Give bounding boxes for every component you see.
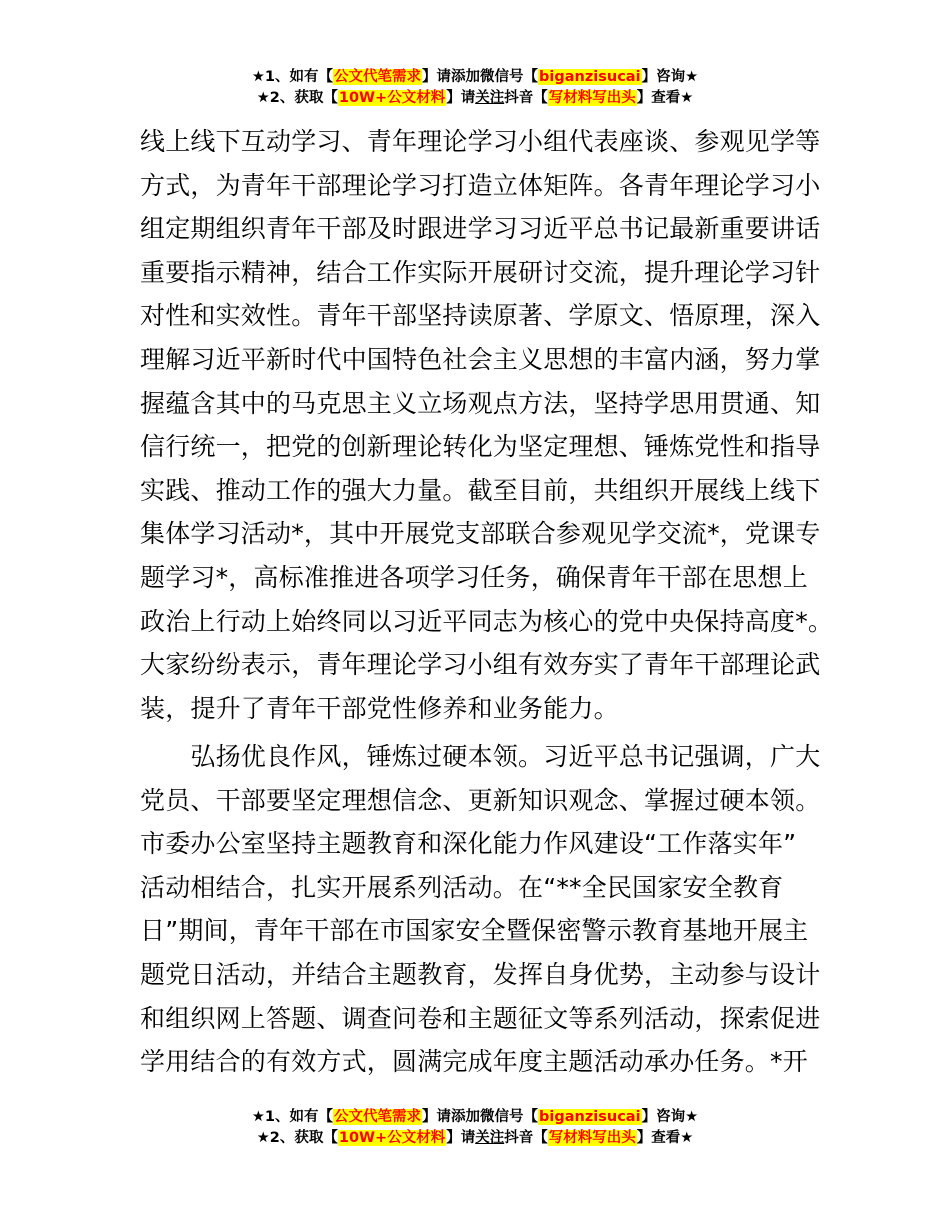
text-line: 和组织网上答题、调查问卷和主题征文等系列活动，探索促进	[140, 1003, 821, 1033]
banner-text: 抖音【	[504, 90, 548, 106]
text-line: 实践、推动工作的强大力量。截至目前，共组织开展线上线下	[140, 475, 821, 505]
text-line: 日”期间，青年干部在市国家安全暨保密警示教育基地开展主	[140, 916, 809, 946]
text-line: 活动相结合，扎实开展系列活动。在“**全民国家安全教育	[140, 872, 784, 902]
body-paragraph-2	[140, 735, 830, 1084]
banner-text: 抖音【	[504, 1130, 548, 1146]
banner-highlight: 公文代笔需求	[334, 1109, 422, 1125]
text-line: 信行统一，把党的创新理论转化为坚定理想、锤炼党性和指导	[140, 432, 821, 462]
banner-line-2	[0, 1128, 950, 1149]
text-line: 政治上行动上始终同以习近平同志为核心的党中央保持高度*。	[140, 606, 834, 636]
banner-line-1	[0, 1107, 950, 1128]
banner-wechat-id: biganzisucai	[539, 1109, 641, 1125]
banner-wechat-id: biganzisucai	[539, 69, 641, 85]
text-line: 重要指示精神，结合工作实际开展研讨交流，提升理论学习针	[140, 257, 821, 287]
text-line: 集体学习活动*，其中开展党支部联合参观见学交流*，党课专	[140, 519, 821, 549]
banner-text: 】查看★	[636, 90, 694, 106]
text-line: 大家纷纷表示，青年理论学习小组有效夯实了青年干部理论武	[140, 650, 821, 680]
text-line: 题学习*，高标准推进各项学习任务，确保青年干部在思想上	[140, 562, 808, 592]
banner-line-2	[0, 88, 950, 109]
banner-text: ★2、获取【	[256, 90, 338, 106]
banner-text: 】请	[446, 90, 476, 106]
header-banner	[0, 67, 950, 109]
banner-text: 】查看★	[636, 1130, 694, 1146]
banner-text: ★1、如有【	[251, 1109, 334, 1125]
text-line: 理解习近平新时代中国特色社会主义思想的丰富内涵，努力掌	[140, 344, 821, 374]
banner-text: 】请	[446, 1130, 476, 1146]
text-line: 党员、干部要坚定理想信念、更新知识观念、掌握过硬本领。	[140, 785, 821, 815]
text-line: 对性和实效性。青年干部坚持读原著、学原文、悟原理，深入	[140, 301, 821, 331]
banner-highlight: 写材料写出头	[548, 90, 636, 106]
banner-text: ★1、如有【	[251, 69, 334, 85]
banner-text: 】咨询★	[641, 1109, 699, 1125]
text-line: 线上线下互动学习、青年理论学习小组代表座谈、参观见学等	[140, 127, 821, 156]
text-line: 组定期组织青年干部及时跟进学习习近平总书记最新重要讲话	[140, 214, 821, 244]
banner-highlight: 公文代笔需求	[334, 69, 422, 85]
text-line: 弘扬优良作风，锤炼过硬本领。习近平总书记强调，广大	[140, 742, 821, 771]
footer-banner	[0, 1107, 950, 1149]
text-line: 学用结合的有效方式，圆满完成年度主题活动承办任务。*开	[140, 1047, 808, 1077]
banner-text: 】请添加微信号【	[422, 1109, 539, 1125]
banner-follow-text: 关注	[475, 90, 505, 106]
banner-text: 】咨询★	[641, 69, 699, 85]
body-paragraph-1	[140, 120, 834, 730]
text-line: 方式，为青年干部理论学习打造立体矩阵。各青年理论学习小	[140, 170, 821, 200]
banner-highlight: 10W+公文材料	[338, 90, 446, 106]
text-line: 题党日活动，并结合主题教育，发挥自身优势，主动参与设计	[140, 959, 821, 989]
text-line: 市委办公室坚持主题教育和深化能力作风建设“工作落实年”	[140, 829, 797, 859]
banner-text: 】请添加微信号【	[422, 69, 539, 85]
text-line: 装，提升了青年干部党性修养和业务能力。	[140, 693, 619, 723]
banner-highlight: 写材料写出头	[548, 1130, 636, 1146]
banner-follow-text: 关注	[475, 1130, 505, 1146]
banner-highlight: 10W+公文材料	[338, 1130, 446, 1146]
banner-text: ★2、获取【	[256, 1130, 338, 1146]
text-line: 握蕴含其中的马克思主义立场观点方法，坚持学思用贯通、知	[140, 388, 821, 418]
banner-line-1	[0, 67, 950, 88]
